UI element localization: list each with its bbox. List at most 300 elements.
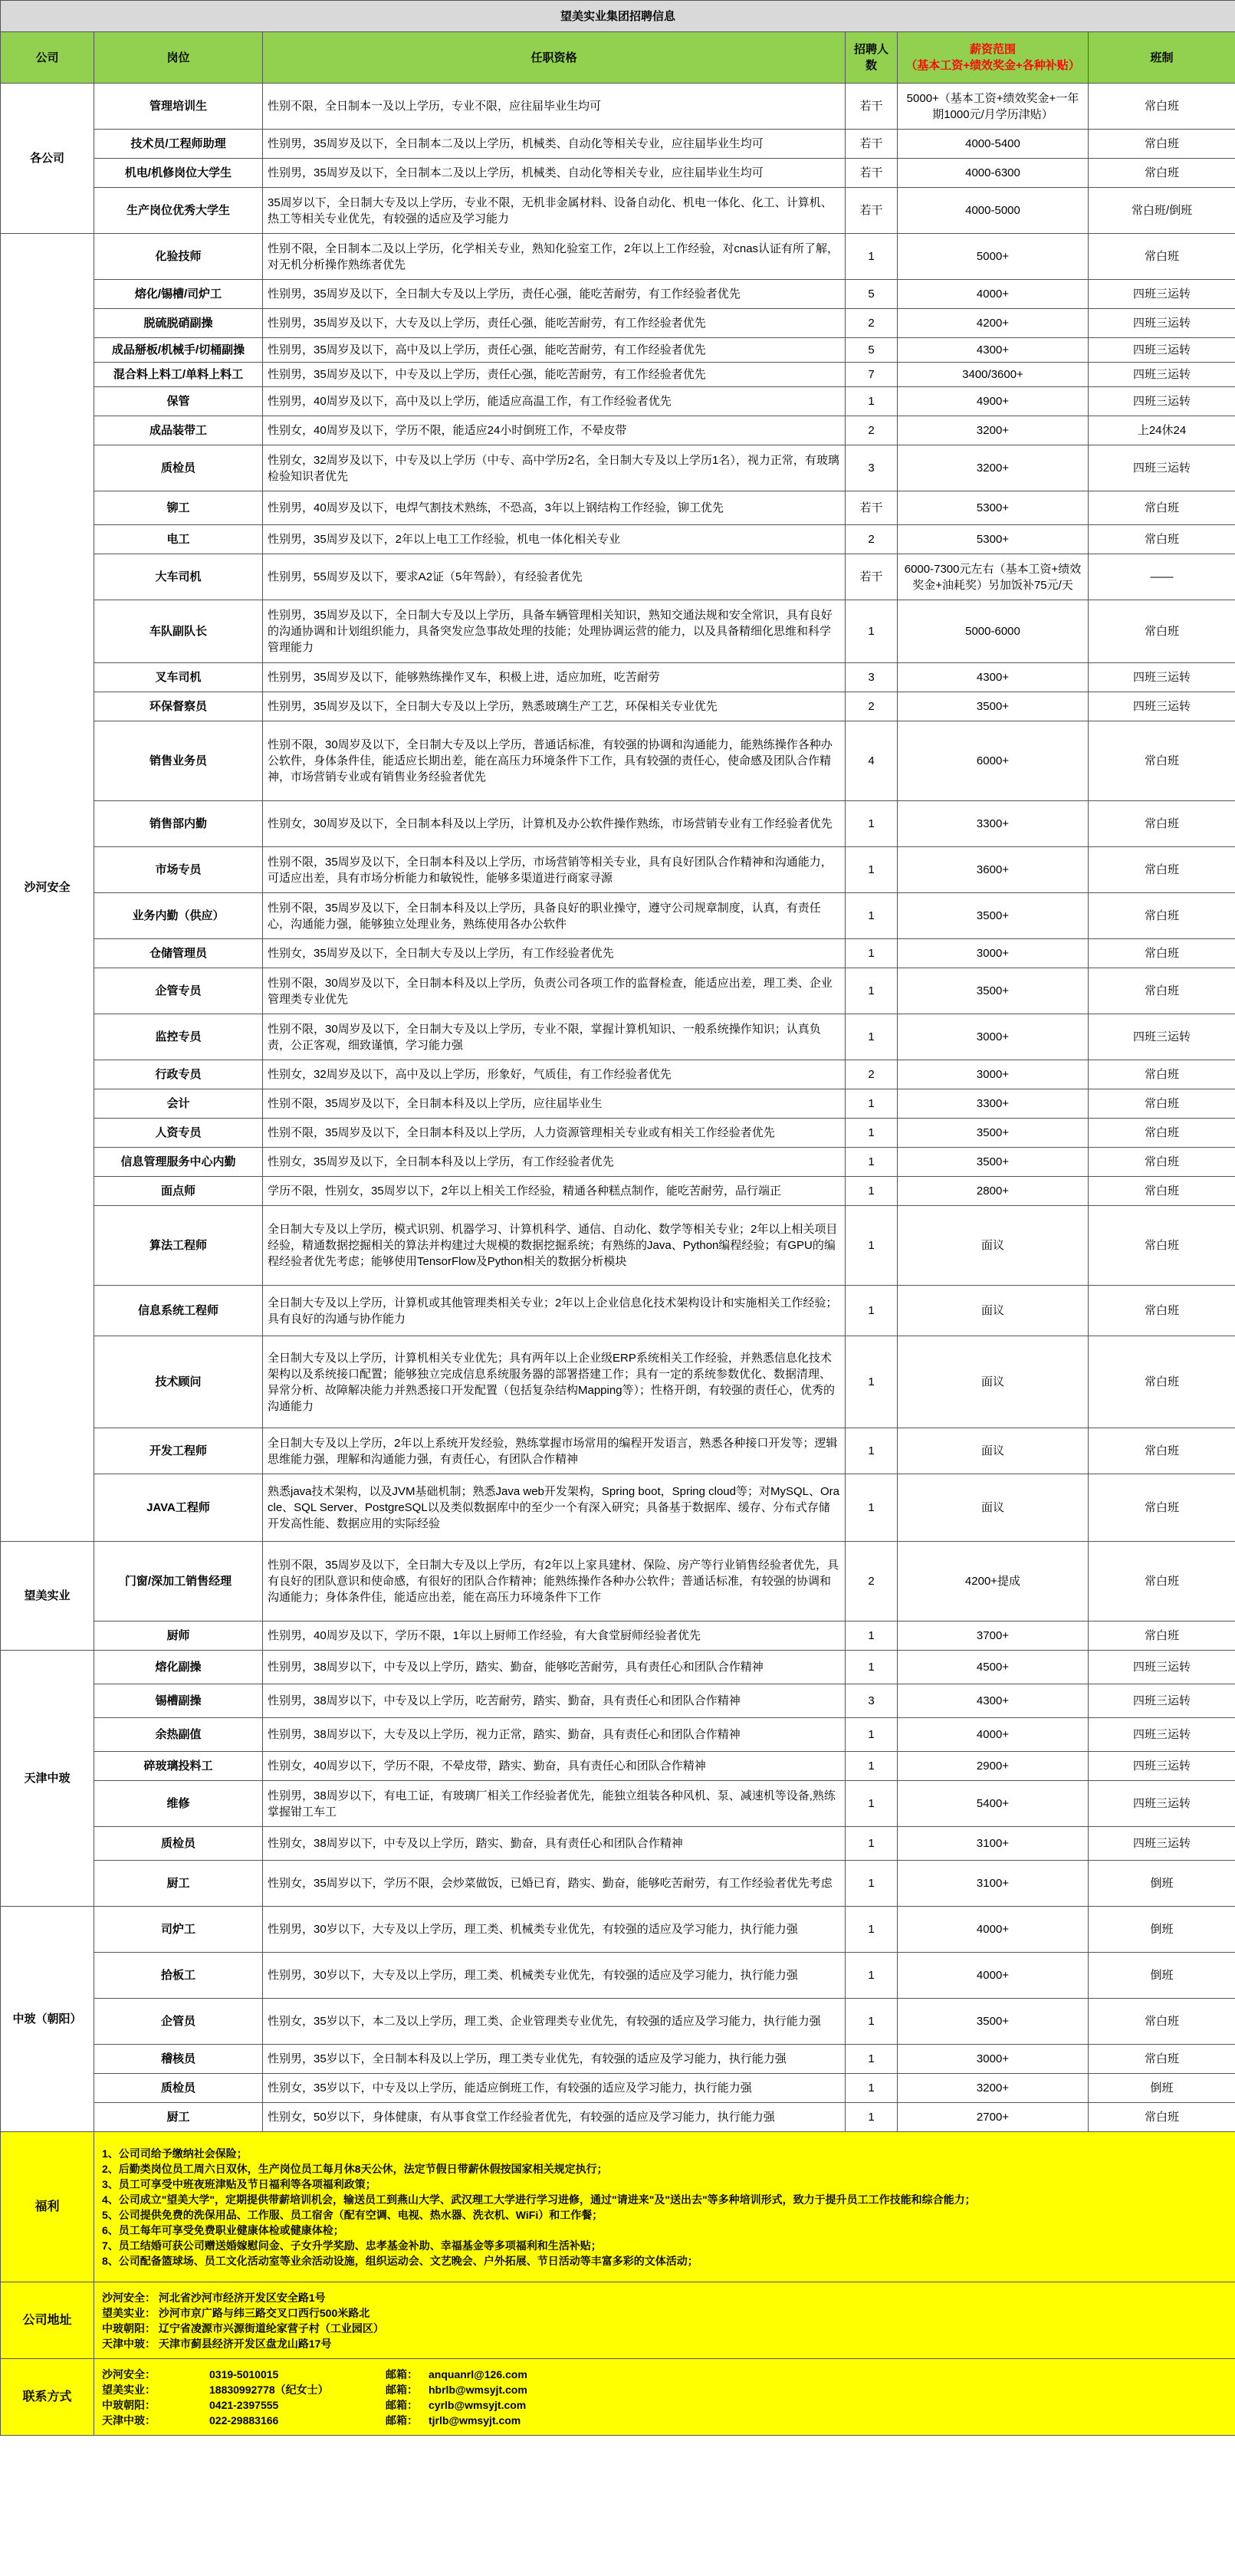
salary-cell: 4000-5400 xyxy=(898,130,1089,159)
header-company: 公司 xyxy=(1,32,94,84)
shift-cell: 常白班 xyxy=(1089,130,1235,159)
salary-cell: 4000+ xyxy=(898,1718,1089,1752)
table-row xyxy=(1,1206,1235,1286)
requirements-cell: 性别男，35周岁及以下，全日制大专及以上学历，熟悉玻璃生产工艺，环保相关专业优先 xyxy=(263,692,846,721)
table-row xyxy=(1,84,1235,130)
salary-cell: 3000+ xyxy=(898,2045,1089,2074)
contact-email[interactable]: cyrlb@wmsyjt.com xyxy=(429,2398,527,2411)
contact-company: 望美实业： xyxy=(102,2383,156,2396)
position-cell: 司炉工 xyxy=(94,1907,263,1953)
requirements-cell: 性别男，35周岁及以下，2年以上电工工作经验，机电一体化相关专业 xyxy=(263,525,846,554)
contact-content xyxy=(94,2359,1235,2436)
headcount-cell: 1 xyxy=(846,1827,898,1861)
welfare-row xyxy=(1,2132,1235,2282)
position-cell: 脱硫脱硝副操 xyxy=(94,309,263,338)
shift-cell: 四班三运转 xyxy=(1089,1684,1235,1718)
position-cell: 面点师 xyxy=(94,1177,263,1206)
table-row xyxy=(1,1999,1235,2045)
company-cell: 天津中玻 xyxy=(1,1651,94,1907)
position-cell: 质检员 xyxy=(94,2074,263,2103)
salary-cell: 3200+ xyxy=(898,416,1089,445)
salary-cell: 4200+提成 xyxy=(898,1542,1089,1622)
table-row xyxy=(1,600,1235,663)
requirements-cell: 性别不限，35周岁及以下，全日制大专及以上学历，有2年以上家具建材、保险、房产等行业销售经验者优先，具有良好的团队意识和使命感，有很好的团队合作精神；能熟练操作各种办公软件；普通话标准，有较强的协调和沟通能力；身体条件佳，能适应出差，能在高压力环境条件下工作 xyxy=(263,1542,846,1622)
table-row xyxy=(1,387,1235,416)
requirements-cell: 性别男，35周岁及以下，高中及以上学历，责任心强，能吃苦耐劳，有工作经验者优先 xyxy=(263,338,846,363)
salary-cell: 面议 xyxy=(898,1286,1089,1336)
contact-mail-label: 邮箱： xyxy=(386,2383,418,2396)
table-row xyxy=(1,721,1235,801)
shift-cell: 倒班 xyxy=(1089,2074,1235,2103)
headcount-cell: 1 xyxy=(846,1119,898,1148)
position-cell: 混合料上料工/单料上料工 xyxy=(94,363,263,387)
header-shift: 班制 xyxy=(1089,32,1235,84)
shift-cell: 常白班 xyxy=(1089,1542,1235,1622)
salary-cell: 4000+ xyxy=(898,1907,1089,1953)
company-cell: 中玻（朝阳） xyxy=(1,1907,94,2132)
position-cell: 维修 xyxy=(94,1781,263,1827)
contact-email[interactable]: tjrlb@wmsyjt.com xyxy=(429,2413,521,2426)
requirements-cell: 性别男，38周岁以下，中专及以上学历，吃苦耐劳，踏实、勤奋，具有责任心和团队合作精神 xyxy=(263,1684,846,1718)
table-row xyxy=(1,1953,1235,1999)
salary-cell: 面议 xyxy=(898,1336,1089,1428)
salary-cell: 3200+ xyxy=(898,445,1089,491)
shift-cell: 常白班 xyxy=(1089,159,1235,188)
headcount-cell: 若干 xyxy=(846,130,898,159)
address-content xyxy=(94,2282,1235,2359)
salary-cell: 6000-7300元左右（基本工资+绩效奖金+油耗奖）另加饭补75元/天 xyxy=(898,554,1089,600)
position-cell: 成品装带工 xyxy=(94,416,263,445)
requirements-cell: 性别不限，35周岁及以下，全日制本科及以上学历，市场营销等相关专业，具有良好团队合作精神和沟通能力，可适应出差，具有市场分析能力和敏锐性，能够多渠道进行商家寻源 xyxy=(263,847,846,893)
table-row xyxy=(1,1651,1235,1684)
requirements-cell: 全日制大专及以上学历，计算机相关专业优先；具有两年以上企业级ERP系统相关工作经验，并熟悉信息化技术架构以及系统接口配置；能够独立完成信息系统服务器的部署搭建工作；具有一定的系统参数优化、数据清理、异常分析、故障解决能力并熟悉接口开发配置（包括复杂结构Mapping等）；性格开朗，有较强的责任心，优秀的沟通能力 xyxy=(263,1336,846,1428)
requirements-cell: 性别不限，35周岁及以下，全日制本科及以上学历，人力资源管理相关专业或有相关工作经验者优先 xyxy=(263,1119,846,1148)
contact-line xyxy=(102,2413,1227,2428)
position-cell: 电工 xyxy=(94,525,263,554)
table-row xyxy=(1,363,1235,387)
table-row xyxy=(1,445,1235,491)
salary-cell: 2700+ xyxy=(898,2103,1089,2132)
salary-cell: 6000+ xyxy=(898,721,1089,801)
shift-cell: 四班三运转 xyxy=(1089,445,1235,491)
headcount-cell: 1 xyxy=(846,801,898,847)
requirements-cell: 性别男，40周岁及以下，高中及以上学历，能适应高温工作，有工作经验者优先 xyxy=(263,387,846,416)
headcount-cell: 2 xyxy=(846,1542,898,1622)
requirements-cell: 性别男，35周岁及以下，全日制本二及以上学历，机械类、自动化等相关专业，应往届毕业生均可 xyxy=(263,159,846,188)
shift-cell: 四班三运转 xyxy=(1089,309,1235,338)
salary-cell: 4200+ xyxy=(898,309,1089,338)
salary-cell: 3500+ xyxy=(898,968,1089,1014)
requirements-cell: 性别女，35周岁以下，学历不限，会炒菜做饭，已婚已育，踏实、勤奋，能够吃苦耐劳，有工作经验者优先考虑 xyxy=(263,1861,846,1907)
shift-cell: 常白班 xyxy=(1089,2103,1235,2132)
headcount-cell: 1 xyxy=(846,2103,898,2132)
salary-cell: 5000+（基本工资+绩效奖金+一年期1000元/月学历津贴） xyxy=(898,84,1089,130)
header-position: 岗位 xyxy=(94,32,263,84)
table-row xyxy=(1,893,1235,939)
shift-cell: 四班三运转 xyxy=(1089,1752,1235,1781)
position-cell: 稽核员 xyxy=(94,2045,263,2074)
company-cell: 各公司 xyxy=(1,84,94,234)
salary-cell: 3600+ xyxy=(898,847,1089,893)
requirements-cell: 性别男，30岁以下，大专及以上学历，理工类、机械类专业优先，有较强的适应及学习能力，执行能力强 xyxy=(263,1907,846,1953)
salary-cell: 3000+ xyxy=(898,1014,1089,1060)
headcount-cell: 1 xyxy=(846,1718,898,1752)
table-row xyxy=(1,554,1235,600)
headcount-cell: 若干 xyxy=(846,554,898,600)
address-label: 公司地址 xyxy=(1,2282,94,2359)
salary-cell: 4000-5000 xyxy=(898,188,1089,234)
table-row xyxy=(1,280,1235,309)
headcount-cell: 1 xyxy=(846,1089,898,1119)
shift-cell: 常白班 xyxy=(1089,968,1235,1014)
address-row xyxy=(1,2282,1235,2359)
position-cell: 车队副队长 xyxy=(94,600,263,663)
headcount-cell: 1 xyxy=(846,1336,898,1428)
table-row xyxy=(1,1861,1235,1907)
requirements-cell: 性别女，35周岁及以下，全日制大专及以上学历，有工作经验者优先 xyxy=(263,939,846,968)
welfare-line: 8、公司配备篮球场、员工文化活动室等业余活动设施，组织运动会、文艺晚会、户外拓展、节日活动等丰富多彩的文体活动； xyxy=(102,2254,698,2267)
headcount-cell: 5 xyxy=(846,280,898,309)
salary-cell: 4000+ xyxy=(898,280,1089,309)
headcount-cell: 1 xyxy=(846,1622,898,1651)
table-row xyxy=(1,159,1235,188)
position-cell: 人资专员 xyxy=(94,1119,263,1148)
headcount-cell: 1 xyxy=(846,2074,898,2103)
salary-cell: 4500+ xyxy=(898,1651,1089,1684)
position-cell: 生产岗位优秀大学生 xyxy=(94,188,263,234)
position-cell: 会计 xyxy=(94,1089,263,1119)
table-row xyxy=(1,1060,1235,1089)
table-row xyxy=(1,2074,1235,2103)
headcount-cell: 若干 xyxy=(846,84,898,130)
salary-cell: 2800+ xyxy=(898,1177,1089,1206)
position-cell: 厨工 xyxy=(94,2103,263,2132)
contact-company: 天津中玻： xyxy=(102,2413,156,2426)
shift-cell: 常白班 xyxy=(1089,801,1235,847)
headcount-cell: 1 xyxy=(846,1861,898,1907)
headcount-cell: 1 xyxy=(846,1014,898,1060)
header-requirements: 任职资格 xyxy=(263,32,846,84)
requirements-cell: 全日制大专及以上学历，2年以上系统开发经验，熟练掌握市场常用的编程开发语言，熟悉各种接口开发等；逻辑思维能力强，理解和沟通能力强，有责任心，有团队合作精神 xyxy=(263,1428,846,1474)
position-cell: 化验技师 xyxy=(94,234,263,280)
table-row xyxy=(1,1781,1235,1827)
table-row xyxy=(1,416,1235,445)
welfare-line: 1、公司司给予缴纳社会保险； xyxy=(102,2147,248,2160)
company-cell: 沙河安全 xyxy=(1,234,94,1542)
salary-cell: 3100+ xyxy=(898,1827,1089,1861)
headcount-cell: 1 xyxy=(846,600,898,663)
shift-cell: 四班三运转 xyxy=(1089,663,1235,692)
table-row xyxy=(1,968,1235,1014)
shift-cell: 常白班 xyxy=(1089,1060,1235,1089)
position-cell: 碎玻璃投料工 xyxy=(94,1752,263,1781)
welfare-line: 2、后勤类岗位员工周六日双休，生产岗位员工每月休8天公休，法定节假日带薪休假按国家相关规定执行； xyxy=(102,2162,608,2175)
company-cell: 望美实业 xyxy=(1,1542,94,1651)
headcount-cell: 3 xyxy=(846,1684,898,1718)
salary-cell: 3300+ xyxy=(898,1089,1089,1119)
shift-cell: 常白班 xyxy=(1089,1148,1235,1177)
table-row xyxy=(1,309,1235,338)
position-cell: 拾板工 xyxy=(94,1953,263,1999)
headcount-cell: 1 xyxy=(846,968,898,1014)
table-row xyxy=(1,1089,1235,1119)
requirements-cell: 性别女，30周岁及以下，全日制本科及以上学历，计算机及办公软件操作熟练，市场营销专业有工作经验者优先 xyxy=(263,801,846,847)
position-cell: 余热副值 xyxy=(94,1718,263,1752)
table-row xyxy=(1,1119,1235,1148)
position-cell: 熔化/锡槽/司炉工 xyxy=(94,280,263,309)
headcount-cell: 1 xyxy=(846,1752,898,1781)
salary-cell: 4000-6300 xyxy=(898,159,1089,188)
shift-cell: 倒班 xyxy=(1089,1953,1235,1999)
requirements-cell: 性别男，55周岁及以下，要求A2证（5年驾龄），有经验者优先 xyxy=(263,554,846,600)
shift-cell: 四班三运转 xyxy=(1089,1718,1235,1752)
requirements-cell: 性别不限，30周岁及以下，全日制大专及以上学历，专业不限，掌握计算机知识、一般系统操作知识；认真负责，公正客观，细致谨慎，学习能力强 xyxy=(263,1014,846,1060)
headcount-cell: 1 xyxy=(846,1206,898,1286)
table-row xyxy=(1,692,1235,721)
position-cell: 管理培训生 xyxy=(94,84,263,130)
shift-cell: 倒班 xyxy=(1089,1861,1235,1907)
requirements-cell: 性别女，35岁以下，本二及以上学历，理工类、企业管理类专业优先，有较强的适应及学习能力，执行能力强 xyxy=(263,1999,846,2045)
headcount-cell: 2 xyxy=(846,525,898,554)
shift-cell: 常白班 xyxy=(1089,893,1235,939)
requirements-cell: 性别女，35周岁及以下，全日制本科及以上学历，有工作经验者优先 xyxy=(263,1148,846,1177)
table-row xyxy=(1,1718,1235,1752)
table-row xyxy=(1,1827,1235,1861)
requirements-cell: 性别男，38周岁以下，有电工证，有玻璃厂相关工作经验者优先，能独立组装各种风机、泵、减速机等设备,熟练掌握钳工车工 xyxy=(263,1781,846,1827)
position-cell: 锡槽副操 xyxy=(94,1684,263,1718)
position-cell: JAVA工程师 xyxy=(94,1474,263,1542)
requirements-cell: 性别男，38周岁以下，大专及以上学历，视力正常，踏实、勤奋，具有责任心和团队合作精神 xyxy=(263,1718,846,1752)
shift-cell: 四班三运转 xyxy=(1089,692,1235,721)
position-cell: 熔化副操 xyxy=(94,1651,263,1684)
headcount-cell: 1 xyxy=(846,1907,898,1953)
shift-cell: 常白班 xyxy=(1089,1119,1235,1148)
requirements-cell: 性别女，32周岁及以下，高中及以上学历，形象好，气质佳，有工作经验者优先 xyxy=(263,1060,846,1089)
page-title: 望美实业集团招聘信息 xyxy=(1,1,1235,32)
table-row xyxy=(1,1336,1235,1428)
shift-cell: 四班三运转 xyxy=(1089,338,1235,363)
headcount-cell: 1 xyxy=(846,1177,898,1206)
table-row xyxy=(1,234,1235,280)
headcount-cell: 1 xyxy=(846,1999,898,2045)
headcount-cell: 4 xyxy=(846,721,898,801)
position-cell: 开发工程师 xyxy=(94,1428,263,1474)
salary-cell: 2900+ xyxy=(898,1752,1089,1781)
contact-company: 中玻朝阳： xyxy=(102,2398,156,2411)
table-row xyxy=(1,1684,1235,1718)
requirements-cell: 性别男，35周岁及以下，能够熟练操作叉车，积极上进，适应加班，吃苦耐劳 xyxy=(263,663,846,692)
requirements-cell: 性别女，32周岁及以下，中专及以上学历（中专、高中学历2名，全日制大专及以上学历1名），视力正常，有玻璃检验知识者优先 xyxy=(263,445,846,491)
requirements-cell: 性别不限，30周岁及以下，全日制本科及以上学历，负责公司各项工作的监督检查，能适应出差，理工类、企业管理类专业优先 xyxy=(263,968,846,1014)
shift-cell: 常白班 xyxy=(1089,1474,1235,1542)
requirements-cell: 35周岁以下，全日制大专及以上学历，专业不限，无机非金属材料、设备自动化、机电一体化、化工、计算机、热工等相关专业优先，有较强的适应及学习能力 xyxy=(263,188,846,234)
contact-mail-label: 邮箱： xyxy=(386,2367,418,2380)
shift-cell: —— xyxy=(1089,554,1235,600)
salary-cell: 面议 xyxy=(898,1206,1089,1286)
salary-cell: 3500+ xyxy=(898,692,1089,721)
shift-cell: 四班三运转 xyxy=(1089,1827,1235,1861)
table-row xyxy=(1,1014,1235,1060)
headcount-cell: 1 xyxy=(846,893,898,939)
table-row xyxy=(1,939,1235,968)
position-cell: 机电/机修岗位大学生 xyxy=(94,159,263,188)
headcount-cell: 1 xyxy=(846,847,898,893)
shift-cell: 四班三运转 xyxy=(1089,280,1235,309)
requirements-cell: 学历不限，性别女，35周岁以下，2年以上相关工作经验，精通各种糕点制作，能吃苦耐劳，品行端正 xyxy=(263,1177,846,1206)
table-row xyxy=(1,1542,1235,1622)
shift-cell: 常白班 xyxy=(1089,1622,1235,1651)
table-row xyxy=(1,1148,1235,1177)
salary-cell: 3300+ xyxy=(898,801,1089,847)
position-cell: 算法工程师 xyxy=(94,1206,263,1286)
position-cell: 大车司机 xyxy=(94,554,263,600)
position-cell: 销售业务员 xyxy=(94,721,263,801)
position-cell: 铆工 xyxy=(94,491,263,525)
address-line: 沙河安全： 河北省沙河市经济开发区安全路1号 xyxy=(102,2291,326,2304)
address-line: 望美实业： 沙河市京广路与纬三路交叉口西行500米路北 xyxy=(102,2306,370,2319)
table-row xyxy=(1,338,1235,363)
contact-mail-label: 邮箱： xyxy=(386,2398,418,2411)
requirements-cell: 性别男，40周岁及以下，学历不限，1年以上厨师工作经验，有大食堂厨师经验者优先 xyxy=(263,1622,846,1651)
headcount-cell: 1 xyxy=(846,234,898,280)
requirements-cell: 性别女，38周岁以下，中专及以上学历，踏实、勤奋，具有责任心和团队合作精神 xyxy=(263,1827,846,1861)
position-cell: 环保督察员 xyxy=(94,692,263,721)
requirements-cell: 性别不限，全日制本一及以上学历，专业不限，应往届毕业生均可 xyxy=(263,84,846,130)
shift-cell: 四班三运转 xyxy=(1089,1651,1235,1684)
table-row xyxy=(1,2103,1235,2132)
shift-cell: 常白班 xyxy=(1089,1428,1235,1474)
headcount-cell: 1 xyxy=(846,1428,898,1474)
shift-cell: 常白班 xyxy=(1089,600,1235,663)
requirements-cell: 性别不限，35周岁及以下，全日制本科及以上学历，具备良好的职业操守，遵守公司规章制度，认真，有责任心，沟通能力强，能够独立处理业务，熟练使用各办公软件 xyxy=(263,893,846,939)
address-line: 中玻朝阳： 辽宁省凌源市兴源街道纶家营子村（工业园区） xyxy=(102,2321,384,2334)
welfare-label: 福利 xyxy=(1,2132,94,2282)
contact-mail-label: 邮箱： xyxy=(386,2413,418,2426)
position-cell: 销售部内勤 xyxy=(94,801,263,847)
headcount-cell: 2 xyxy=(846,416,898,445)
headcount-cell: 2 xyxy=(846,692,898,721)
contact-email[interactable]: anquanrl@126.com xyxy=(429,2367,527,2380)
salary-cell: 3000+ xyxy=(898,1060,1089,1089)
contact-phone: 0421-2397555 xyxy=(209,2398,279,2411)
shift-cell: 常白班 xyxy=(1089,1206,1235,1286)
contact-row xyxy=(1,2359,1235,2436)
salary-cell: 5300+ xyxy=(898,491,1089,525)
table-row xyxy=(1,801,1235,847)
table-row xyxy=(1,491,1235,525)
salary-cell: 面议 xyxy=(898,1474,1089,1542)
requirements-cell: 性别男，35岁以下，全日制本科及以上学历，理工类专业优先，有较强的适应及学习能力，执行能力强 xyxy=(263,2045,846,2074)
contact-line xyxy=(102,2382,1227,2397)
table-row xyxy=(1,1474,1235,1542)
headcount-cell: 若干 xyxy=(846,188,898,234)
welfare-line: 5、公司提供免费的洗保用品、工作服、员工宿舍（配有空调、电视、热水器、洗衣机、WiFi）和工作餐； xyxy=(102,2208,603,2221)
table-row xyxy=(1,2045,1235,2074)
welfare-content xyxy=(94,2132,1235,2282)
position-cell: 门窗/深加工销售经理 xyxy=(94,1542,263,1622)
shift-cell: 常白班 xyxy=(1089,1089,1235,1119)
requirements-cell: 性别男，35周岁及以下，全日制大专及以上学历，具备车辆管理相关知识，熟知交通法规和安全常识，具有良好的沟通协调和计划组织能力，具备突发应急事故处理的技能；处理协调运营的能力，以及具备精细化思维和科学管理能力 xyxy=(263,600,846,663)
salary-cell: 3200+ xyxy=(898,2074,1089,2103)
welfare-line: 3、员工可享受中班夜班津贴及节日福利等各项福利政策； xyxy=(102,2177,376,2190)
salary-cell: 3100+ xyxy=(898,1861,1089,1907)
header-salary-line1: 薪资范围 xyxy=(969,43,1016,56)
table-row xyxy=(1,130,1235,159)
headcount-cell: 1 xyxy=(846,2045,898,2074)
contact-phone: 0319-5010015 xyxy=(209,2367,279,2380)
headcount-cell: 1 xyxy=(846,1953,898,1999)
salary-cell: 3500+ xyxy=(898,893,1089,939)
welfare-line: 7、员工结婚可获公司赠送婚嫁慰问金、子女升学奖励、忠孝基金补助、幸福基金等多项福利和生活补贴； xyxy=(102,2239,602,2252)
contact-label: 联系方式 xyxy=(1,2359,94,2436)
headcount-cell: 若干 xyxy=(846,159,898,188)
shift-cell: 常白班 xyxy=(1089,525,1235,554)
salary-cell: 4900+ xyxy=(898,387,1089,416)
shift-cell: 常白班 xyxy=(1089,1177,1235,1206)
salary-cell: 3400/3600+ xyxy=(898,363,1089,387)
contact-phone: 18830992778（纪女士） xyxy=(209,2383,329,2396)
requirements-cell: 性别不限，35周岁及以下，全日制本科及以上学历，应往届毕业生 xyxy=(263,1089,846,1119)
table-row xyxy=(1,1907,1235,1953)
headcount-cell: 3 xyxy=(846,663,898,692)
salary-cell: 面议 xyxy=(898,1428,1089,1474)
headcount-cell: 若干 xyxy=(846,491,898,525)
headcount-cell: 1 xyxy=(846,1148,898,1177)
salary-cell: 4300+ xyxy=(898,663,1089,692)
header-salary-line2: （基本工资+绩效奖金+各种补贴） xyxy=(905,59,1080,72)
requirements-cell: 熟悉java技术架构，以及JVM基础机制；熟悉Java web开发架构，Spring boot，Spring cloud等；对MySQL、Oracle、SQL Server、PostgreSQL以及类似数据库中的至少一个有深入研究；具备基于数据库、缓存、分布式存储开发高性能、数据应用的实际经验 xyxy=(263,1474,846,1542)
shift-cell: 常白班 xyxy=(1089,1336,1235,1428)
headcount-cell: 1 xyxy=(846,1781,898,1827)
headcount-cell: 1 xyxy=(846,1474,898,1542)
contact-company: 沙河安全： xyxy=(102,2367,156,2380)
headcount-cell: 1 xyxy=(846,939,898,968)
position-cell: 技术顾问 xyxy=(94,1336,263,1428)
salary-cell: 4300+ xyxy=(898,338,1089,363)
position-cell: 企管专员 xyxy=(94,968,263,1014)
shift-cell: 常白班 xyxy=(1089,847,1235,893)
shift-cell: 四班三运转 xyxy=(1089,363,1235,387)
headcount-cell: 7 xyxy=(846,363,898,387)
contact-phone: 022-29883166 xyxy=(209,2413,279,2426)
table-row xyxy=(1,1622,1235,1651)
position-cell: 质检员 xyxy=(94,1827,263,1861)
position-cell: 企管员 xyxy=(94,1999,263,2045)
welfare-line: 4、公司成立"望美大学"，定期提供带薪培训机会，输送员工到燕山大学、武汉理工大学进行学习进修，通过"请进来"及"送出去"等多种培训形式，致力于提升员工工作技能和综合能力； xyxy=(102,2193,976,2206)
requirements-cell: 性别女，35岁以下，中专及以上学历，能适应倒班工作，有较强的适应及学习能力，执行能力强 xyxy=(263,2074,846,2103)
shift-cell: 上24休24 xyxy=(1089,416,1235,445)
requirements-cell: 性别女，50岁以下，身体健康，有从事食堂工作经验者优先，有较强的适应及学习能力，执行能力强 xyxy=(263,2103,846,2132)
position-cell: 厨师 xyxy=(94,1622,263,1651)
contact-email[interactable]: hbrlb@wmsyjt.com xyxy=(429,2383,527,2396)
requirements-cell: 性别不限，全日制本二及以上学历，化学相关专业，熟知化验室工作，2年以上工作经验，对cnas认证有所了解，对无机分析操作熟练者优先 xyxy=(263,234,846,280)
requirements-cell: 性别女，40周岁以下，学历不限，不晕皮带，踏实、勤奋，具有责任心和团队合作精神 xyxy=(263,1752,846,1781)
requirements-cell: 性别不限，30周岁及以下，全日制大专及以上学历，普通话标准，有较强的协调和沟通能力，能熟练操作各种办公软件，身体条件佳，能适应长期出差，能在高压力环境条件下工作，具有较强的责任心，使命感及团队合作精神，市场营销专业或有销售业务经验者优先 xyxy=(263,721,846,801)
salary-cell: 5000-6000 xyxy=(898,600,1089,663)
salary-cell: 4300+ xyxy=(898,1684,1089,1718)
table-row xyxy=(1,1428,1235,1474)
salary-cell: 5400+ xyxy=(898,1781,1089,1827)
salary-cell: 3500+ xyxy=(898,1999,1089,2045)
table-row xyxy=(1,663,1235,692)
salary-cell: 3500+ xyxy=(898,1119,1089,1148)
shift-cell: 常白班 xyxy=(1089,84,1235,130)
shift-cell: 常白班 xyxy=(1089,234,1235,280)
position-cell: 技术员/工程师助理 xyxy=(94,130,263,159)
position-cell: 保管 xyxy=(94,387,263,416)
salary-cell: 3000+ xyxy=(898,939,1089,968)
table-row xyxy=(1,1286,1235,1336)
